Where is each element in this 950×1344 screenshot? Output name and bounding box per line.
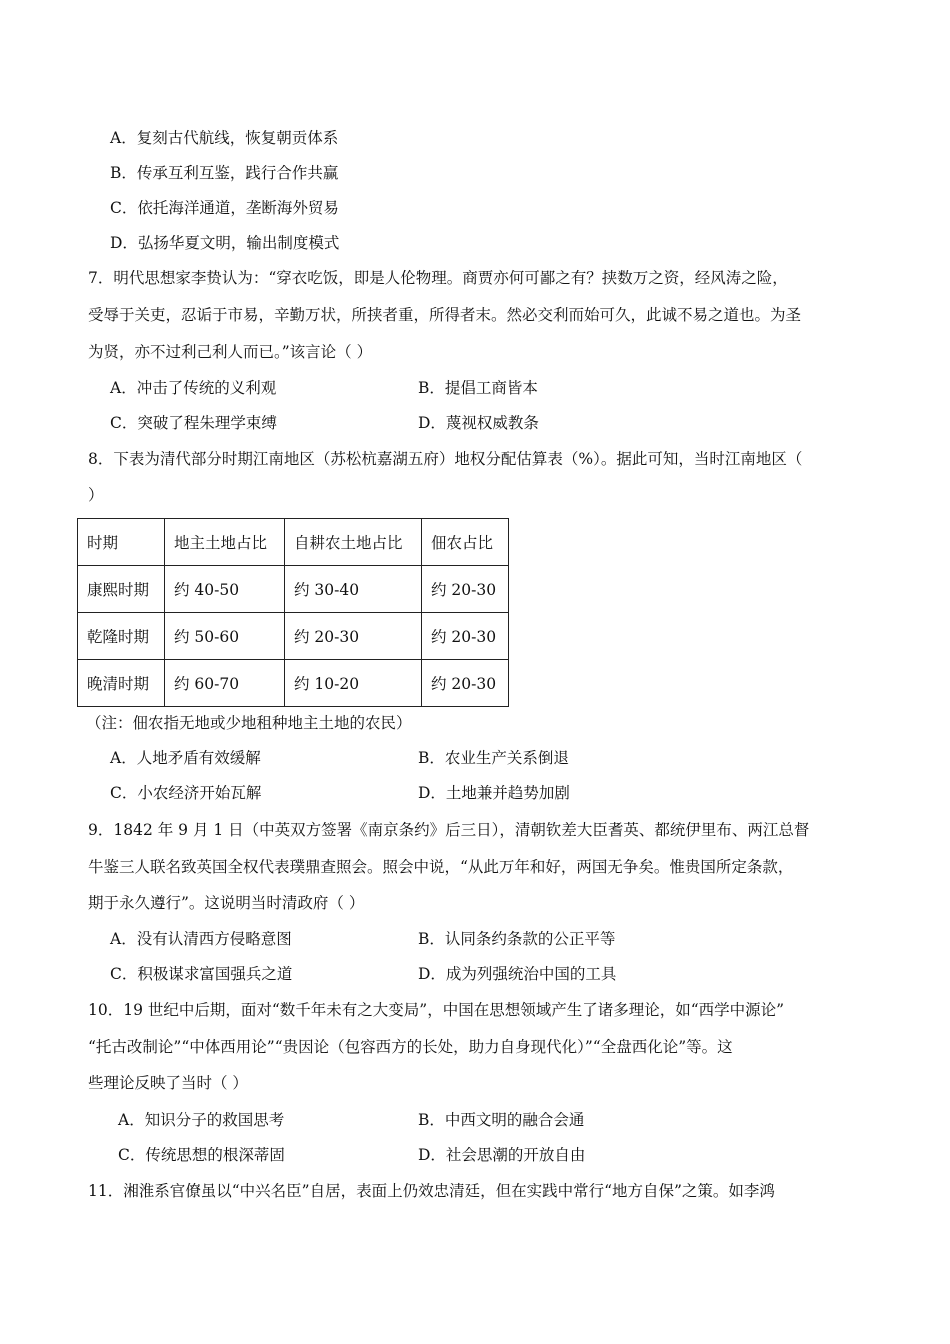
land-distribution-table <box>77 518 509 707</box>
q10-stem-line-1: 10．19 世纪中后期，面对“数千年未有之大变局”，中国在思想领域产生了诸多理论，如“西学中源论” <box>88 1001 785 1019</box>
table-row <box>78 660 509 707</box>
table-header-row <box>78 519 509 566</box>
table-cell: 晚清时期 <box>78 660 165 707</box>
q7-stem-line-2: 受辱于关吏，忍诟于市易，辛勤万状，所挟者重，所得者末。然必交利而始可久，此诚不易之道也。为圣 <box>88 306 802 324</box>
table-cell: 康熙时期 <box>78 566 165 613</box>
q10-stem-line-3: 些理论反映了当时（ ） <box>88 1074 248 1092</box>
q10-option-b: B．中西文明的融合会通 <box>418 1111 585 1129</box>
q9-stem-line-1: 9．1842 年 9 月 1 日（中英双方签署《南京条约》后三日），清朝钦差大臣耆英、都统伊里布、两江总督 <box>88 821 810 839</box>
q9-option-d: D．成为列强统治中国的工具 <box>418 965 617 983</box>
q8-option-a: A．人地矛盾有效缓解 <box>110 749 261 767</box>
q8-option-d: D．土地兼并趋势加剧 <box>418 784 570 802</box>
q8-option-c: C．小农经济开始瓦解 <box>110 784 262 802</box>
q7-option-c: C．突破了程朱理学束缚 <box>110 414 277 432</box>
table-header-cell: 时期 <box>78 519 165 566</box>
table-cell: 约 20-30 <box>422 660 509 707</box>
q7-option-b: B．提倡工商皆本 <box>418 379 538 397</box>
table-row <box>78 566 509 613</box>
q8-stem-line-1: 8．下表为清代部分时期江南地区（苏松杭嘉湖五府）地权分配估算表（%）。据此可知，当时江南地区（ <box>88 450 803 468</box>
table-header-cell: 佃农占比 <box>422 519 509 566</box>
q6-option-b: B．传承互利互鉴，践行合作共赢 <box>110 164 339 182</box>
q10-option-a: A．知识分子的救国思考 <box>118 1111 285 1129</box>
q9-option-a: A．没有认清西方侵略意图 <box>110 930 292 948</box>
q10-option-d: D．社会思潮的开放自由 <box>418 1146 586 1164</box>
table-cell: 约 40-50 <box>165 566 285 613</box>
q10-stem-line-2: “托古改制论”“中体西用论”“贵因论（包容西方的长处，助力自身现代化）”“全盘西化论”等。这 <box>88 1038 733 1056</box>
q9-stem-line-3: 期于永久遵行”。这说明当时清政府（ ） <box>88 894 365 912</box>
table-cell: 约 50-60 <box>165 613 285 660</box>
q10-option-c: C．传统思想的根深蒂固 <box>118 1146 285 1164</box>
q8-stem-line-2: ） <box>88 486 104 504</box>
q8-table-note: （注：佃农指无地或少地租种地主土地的农民） <box>86 714 412 732</box>
q7-option-a: A．冲击了传统的义利观 <box>110 379 277 397</box>
q9-option-b: B．认同条约条款的公正平等 <box>418 930 616 948</box>
table-header-cell: 地主土地占比 <box>165 519 285 566</box>
table-cell: 约 20-30 <box>422 566 509 613</box>
q7-stem-line-1: 7．明代思想家李贽认为：“穿衣吃饭，即是人伦物理。商贾亦何可鄙之有？挟数万之资，经风涛之险， <box>88 269 788 287</box>
q7-option-d: D．蔑视权威教条 <box>418 414 539 432</box>
q6-option-c: C．依托海洋通道，垄断海外贸易 <box>110 199 339 217</box>
q7-stem-line-3: 为贤，亦不过利己利人而已。”该言论（ ） <box>88 343 373 361</box>
table-cell: 约 30-40 <box>285 566 422 613</box>
q11-stem-line-1: 11．湘淮系官僚虽以“中兴名臣”自居，表面上仍效忠清廷，但在实践中常行“地方自保”之策。如李鸿 <box>88 1182 775 1200</box>
q8-option-b: B．农业生产关系倒退 <box>418 749 569 767</box>
table-cell: 乾隆时期 <box>78 613 165 660</box>
q9-option-c: C．积极谋求富国强兵之道 <box>110 965 293 983</box>
table-cell: 约 60-70 <box>165 660 285 707</box>
q9-stem-line-2: 牛鉴三人联名致英国全权代表璞鼎查照会。照会中说，“从此万年和好，两国无争矣。惟贵国所定条款， <box>88 858 794 876</box>
table-cell: 约 20-30 <box>422 613 509 660</box>
q6-option-d: D．弘扬华夏文明，输出制度模式 <box>110 234 340 252</box>
table-header-cell: 自耕农土地占比 <box>285 519 422 566</box>
table-cell: 约 10-20 <box>285 660 422 707</box>
q6-option-a: A．复刻古代航线，恢复朝贡体系 <box>110 129 339 147</box>
table-cell: 约 20-30 <box>285 613 422 660</box>
table-row <box>78 613 509 660</box>
